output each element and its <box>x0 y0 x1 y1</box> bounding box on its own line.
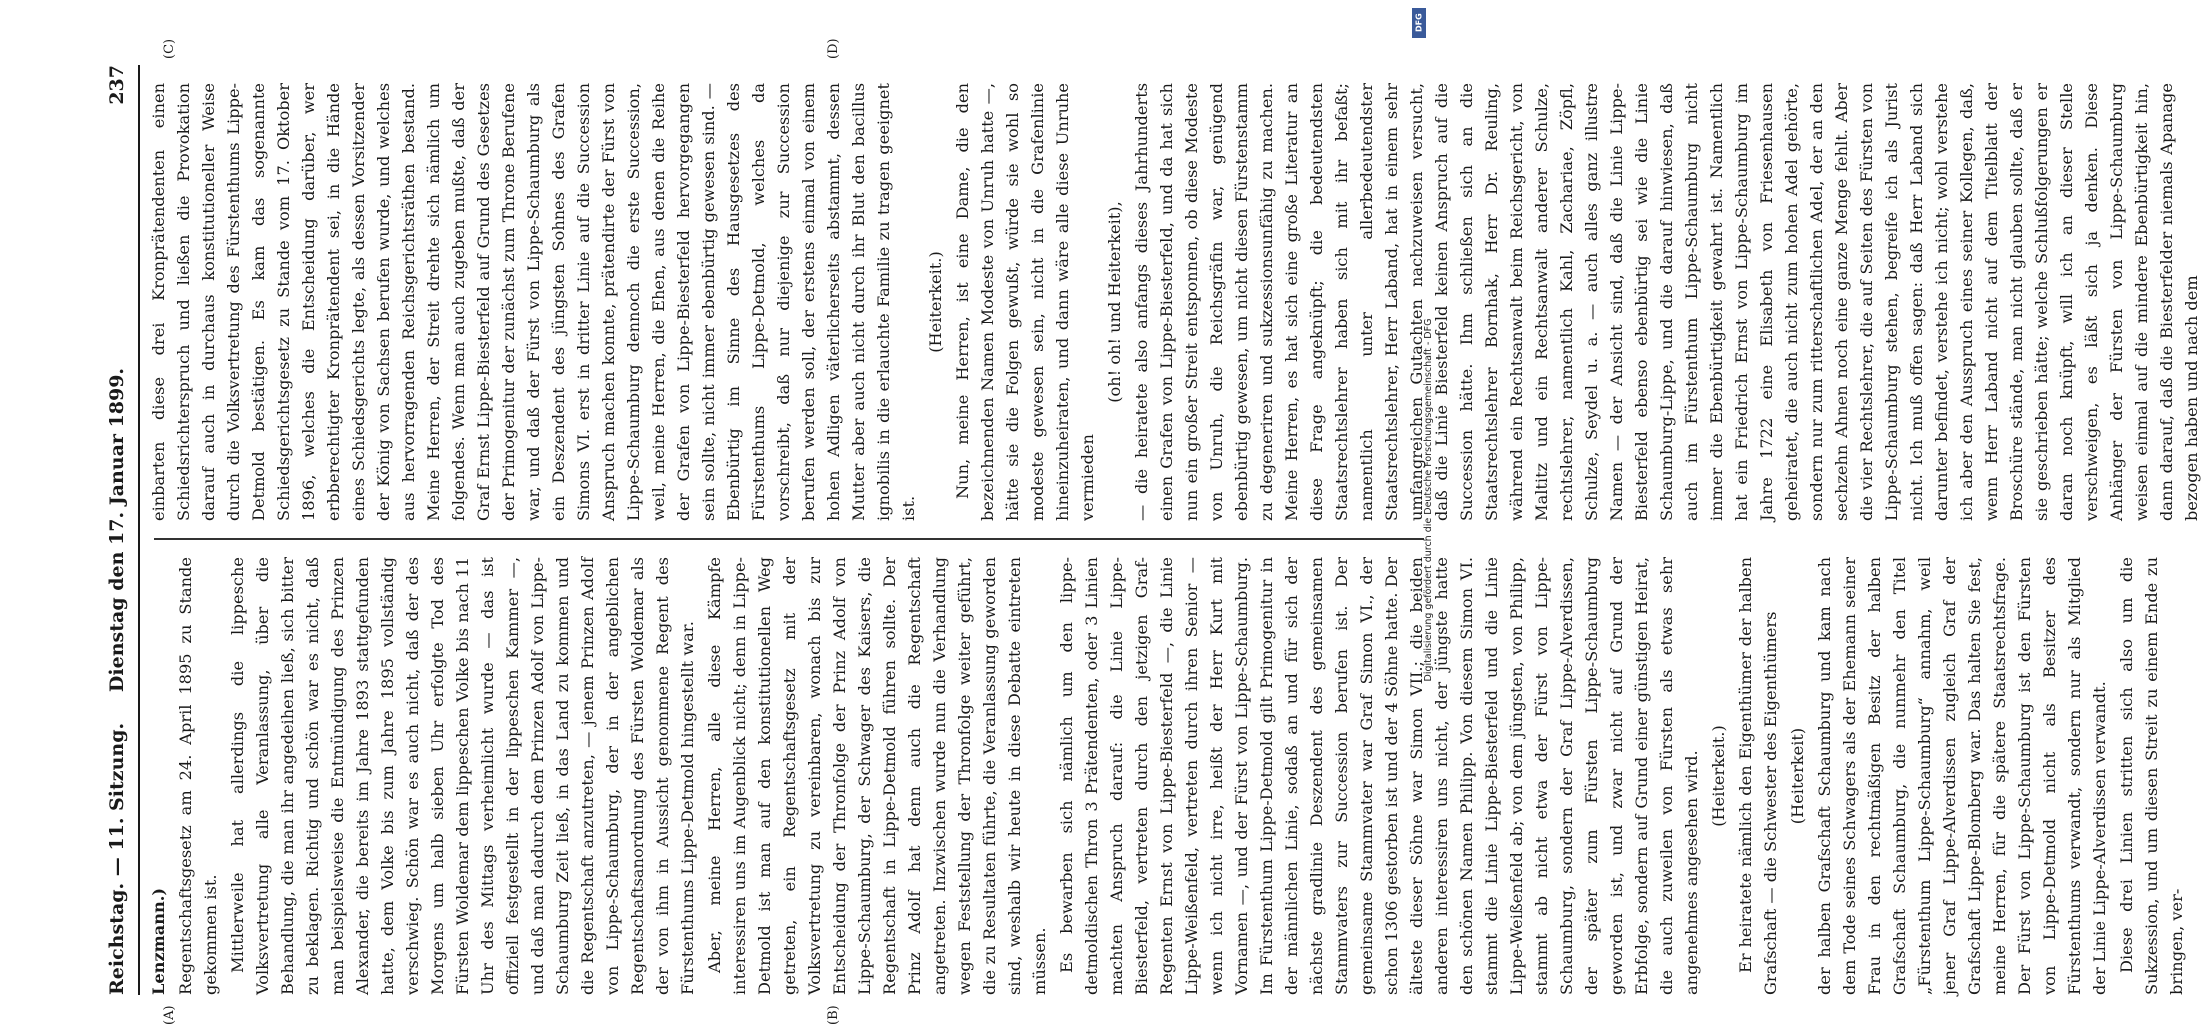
margin-marker-d: (D) <box>826 38 841 59</box>
interjection: (Heiterkeit.) <box>1709 725 1728 827</box>
margin-marker-a: (A) <box>162 1005 177 1025</box>
header-rule <box>138 65 140 995</box>
left-column <box>146 557 2186 995</box>
paragraph: Aber, meine Herren, alle diese Kämpfe interessiren uns im Augenblick nicht; denn in Lippe-Detmold ist man auf den konstitutionellen Weg getreten, ein Regentschaftsgesetz mit der Volksvertretung zu vereinbaren, wonach bis zur Entscheidung der Thronfolge der Prinz Adolf von Lippe-Schaumburg, der Schwager des Kaisers, die Regentschaft in Lippe-Detmold führen sollte. Der Prinz Adolf hat denn auch die Regentschaft angetreten. Inzwischen wurde nun die Verhandlung wegen Feststellung der Thronfolge weiter geführt, die zu Resultaten führte, die Veranlassung geworden sind, weshalb wir heute in diese Debatte eintreten müssen. <box>705 557 1049 995</box>
header-left: Reichstag. — 11. Sitzung. <box>106 722 128 995</box>
dfg-logo: DFG <box>1412 8 1426 38</box>
paragraph: Es bewarben sich nämlich um den lippe-detmoldischen Thron 3 Prätendenten, oder 3 Linien machten Anspruch darauf: die Linie Lippe-Biesterfeld, vertreten durch den jetzigen Graf-Regenten Ernst von Lippe-Biesterfeld —, die Linie Lippe-Weißenfeld, vertreten durch ihren Senior — wenn ich nicht irre, heißt der Herr Kurt mit Vornamen —, und der Fürst von Lippe-Schaumburg. Im Fürstenthum Lippe-Detmold gilt Primogenitur in der männlichen Linie, sodaß an und für sich der nächste gradlinie Deszendent des gemeinsamen Stammvaters zur Succession berufen ist. Der gemeinsame Stammvater war Graf Simon VI., der schon 1306 gestorben ist und der 4 Söhne hatte. Der älteste dieser Söhne war Simon VII.; die beiden anderen interessiren uns nicht, der jüngste hatte den schönen Namen Philipp. Von diesem Simon VI. stammt die Linie Lippe-Biesterfeld und die Linie Lippe-Weißenfeld ab; von dem jüngsten, von Philipp, stammt ab nicht etwa der Fürst von Lippe-Schaumburg, sondern der Graf Lippe-Alverdissen, der später zum Fürsten Lippe-Schaumburg geworden ist, und zwar nicht auf Grund der Erbfolge, sondern auf Grund einer günstigen Heirat, die auch zuweilen von Fürsten als etwas sehr angenehmes angesehen wird. <box>1057 557 1701 995</box>
margin-marker-b: (B) <box>826 1005 841 1025</box>
interjection: (Heiterkeit.) <box>926 251 945 353</box>
paragraph: Diese drei Linien stritten sich also um die Sukzession, und um diesen Streit zu einem Ende zu bringen, ver- <box>2117 557 2186 995</box>
paragraph: Regentschaftsgesetz am 24. April 1895 zu Stande gekommen ist. <box>176 557 220 995</box>
page-header <box>100 65 140 995</box>
paragraph: Mittlerweile hat allerdings die lippesche Volksvertretung alle Veranlassung, über die Behandlung, die man ihr angedeihen ließ, sich bitter zu beklagen. Richtig und schön war es nicht, daß man beispielsweise die Entmündigung des Prinzen Alexander, die bereits im Jahre 1893 stattgefunden hatte, dem Volke bis zum Jahre 1895 vollständig verschwieg. Schön war es auch nicht, daß der des Morgens um halb sieben Uhr erfolgte Tod des Fürsten Woldemar dem lippeschen Volke bis nach 11 Uhr des Mittags verheimlicht wurde — das ist offiziell festgestellt in der lippeschen Kammer —, und daß man dadurch dem Prinzen Adolf von Lippe-Schaumburg Zeit ließ, in das Land zu kommen und die Regentschaft anzutreten, — jenem Prinzen Adolf von Lippe-Schaumburg, der in der angeblichen Regentschaftsanordnung des Fürsten Woldemar als der von ihm in Aussicht genommene Regent des Fürstenthums Lippe-Detmold hingestellt war. <box>228 557 697 995</box>
interjection: (Heiterkeit) <box>1788 727 1807 825</box>
paragraph: der halben Grafschaft Schaumburg und kam nach dem Tode seines Schwagers als der Ehemann seiner Frau in den rechtmäßigen Besitz der halben Grafschaft Schaumburg, die nunmehr den Titel „Fürstenthum Lippe-Schaumburg“ annahm, weil jener Graf Lippe-Alverdissen zugleich Graf der Grafschaft Lippe-Blomberg war. Das halten Sie fest, meine Herren, für die spätere Staatsrechtsfrage. Der Fürst von Lippe-Schaumburg ist den Fürsten von Lippe-Detmold nicht als Besitzer des Fürstenthums verwandt, sondern nur als Mitglied der Linie Lippe-Alverdissen verwandt. <box>1815 557 2109 995</box>
digitization-credit: Digitalisierung gefördert durch die Deutsche Forschungsgemeinschaft - DFG <box>1423 318 1434 682</box>
margin-marker-c: (C) <box>162 38 177 59</box>
header-date: Dienstag den 17. Januar 1899. <box>106 367 128 693</box>
interjection: (oh! oh! und Heiterkeit), <box>1105 201 1124 403</box>
paragraph: — die heiratete also anfangs dieses Jahrhunderts einen Grafen von Lippe-Biesterfeld, und da hat sich nun ein großer Streit entsponnen, ob diese Modeste von Unruh, die Reichsgräfin war, genügend ebenbürtig gewesen, um nicht diesen Fürstenstamm zu degeneriren und sukzessionsunfähig zu machen. Meine Herren, es hat sich eine große Literatur an diese Frage angeknüpft; die bedeutendsten Staatsrechtslehrer haben sich mit ihr befaßt; namentlich unter allerbedeutendster Staatsrechtslehrer, Herr Laband, hat in einem sehr umfangreichen Gutachten nachzuweisen versucht, daß die Linie Biesterfeld keinen Anspruch auf die Succession hätte. Ihm schließen sich an die Staatsrechtslehrer Bornhak, Herr Dr. Reuling, während ein Rechtsanwalt beim Reichsgericht, von Maltitz und ein Rechtsanwalt anderer Schulze, rechtslehrer, namentlich Kahl, Zachariae, Zöpfl, Schulze, Seydel u. a. — auch alles ganz illustre Namen — der Ansicht sind, daß die Linie Lippe-Biesterfeld ebenso ebenbürtig sei wie die Linie Schaumburg-Lippe, und die darauf hinwiesen, daß auch im Fürstenthum Lippe-Schaumburg nicht immer die Ebenbürtigkeit gewahrt ist. Namentlich hat ein Friedrich Ernst von Lippe-Schaumburg im Jahre 1722 eine Elisabeth von Friesenhausen geheiratet, die auch nicht zum hohen Adel gehörte, sondern nur zum ritterschaftlichen Adel, der an den sechzehn Ahnen noch eine ganze Menge fehlt. Aber die vier Rechtslehrer, die auf Seiten des Fürsten von Lippe-Schaumburg stehen, begreife ich als Jurist nicht. Ich muß offen sagen: daß Herr Laband sich darunter befindet, verstehe ich nicht; wohl verstehe ich aber den Ausspruch eines seiner Kollegen, daß, wenn Herr Laband nicht auf dem Titelblatt der Broschüre stände, man nicht glauben sollte, daß er sie geschrieben hätte; welche Schlußfolgerungen er daran noch knüpft, will ich an dieser Stelle verschweigen, es läßt sich ja denken. Diese Anhänger der Fürsten von Lippe-Schaumburg weisen einmal auf die mindere Ebenbürtigkeit hin, dann darauf, daß die Biesterfelder niemals Apanage bezogen haben und nach dem <box>1132 83 2201 521</box>
scanned-page <box>100 38 2201 1025</box>
page-number: 237 <box>106 65 128 105</box>
speaker-name: Lenzmann.) <box>149 887 168 995</box>
column-divider <box>154 539 1424 541</box>
paragraph: Er heiratete nämlich den Eigenthümer der halben Grafschaft — die Schwester des Eigenthümers <box>1736 557 1780 995</box>
paragraph: Nun, meine Herren, ist eine Dame, die den bezeichnenden Namen Modeste von Unruh hatte —, hätte sie die Folgen gewußt, würde sie wohl so modeste gewesen sein, nicht in die Grafenlinie hineinzuheiraten, und dann wäre alle diese Unruhe vermieden <box>953 83 1097 521</box>
paragraph: einbarten diese drei Kronprätendenten einen Schiedsrichterspruch und ließen die Provokation darauf auch in durchaus konstitutioneller Weise durch die Volksvertretung des Fürstenthums Lippe-Detmold bestätigen. Es kam das sogenannte Schiedsgerichtsgesetz zu Stande vom 17. Oktober 1896, welches die Entscheidung darüber, wer erbberechtigter Kronprätendent sei, in die Hände eines Schiedsgerichts legte, als dessen Vorsitzender der König von Sachsen berufen wurde, und welches aus hervorragenden Reichsgerichtsräthen bestand. Meine Herren, der Streit drehte sich nämlich um folgendes. Wenn man auch zugeben mußte, daß der Graf Ernst Lippe-Biesterfeld auf Grund des Gesetzes der Primogenitur der zunächst zum Throne Berufene war, und daß der Fürst von Lippe-Schaumburg als ein Deszendent des jüngsten Sohnes des Grafen Simons VI. erst in dritter Linie auf die Succession Anspruch machen konnte, prätendirte der Fürst von Lippe-Schaumburg dennoch die erste Succession, weil, meine Herren, die Ehen, aus denen die Reihe der Grafen von Lippe-Biesterfeld hervorgegangen sein sollte, nicht immer ebenbürtig gewesen sind. — Ebenbürtig im Sinne des Hausgesetzes des Fürstenthums Lippe-Detmold, welches da vorschreibt, daß nur diejenige zur Succession berufen werden soll, der erstens einmal von einem hohen Adligen väterlicherseits abstammt, dessen Mutter aber auch nicht durch ihr Blut den bacillus ignobilis in die erlauchte Familie zu tragen geeignet ist. <box>149 83 918 521</box>
